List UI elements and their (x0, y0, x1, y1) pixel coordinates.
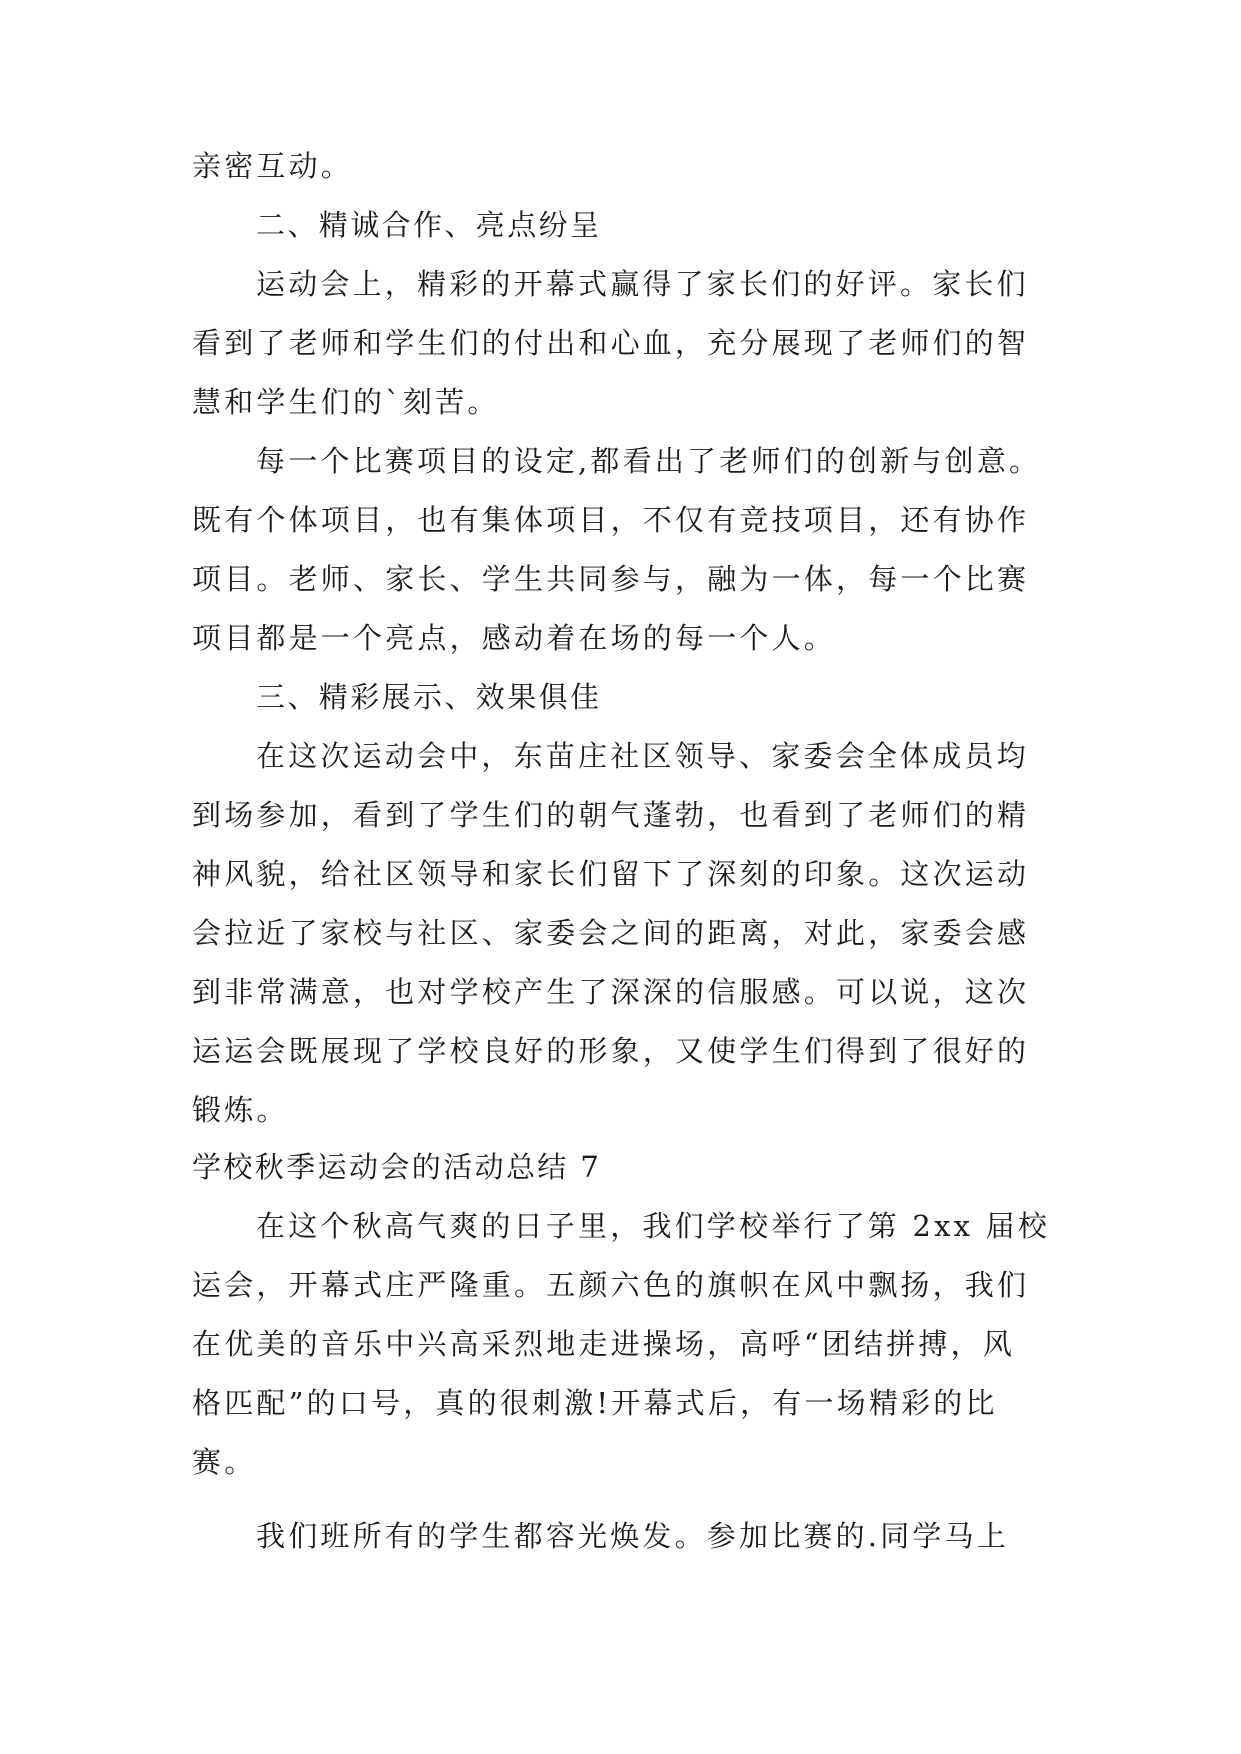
text-line: 项目都是一个亮点，感动着在场的每一个人。 (192, 621, 837, 655)
text-line: 亲密互动。 (192, 149, 354, 183)
text-line: 看到了老师和学生们的付出和心血，充分展现了老师们的智 (192, 326, 1030, 360)
text-line: 在这个秋高气爽的日子里，我们学校举行了第 2xx 届校 (256, 1209, 1050, 1243)
text-line: 项目。老师、家长、学生共同参与，融为一体，每一个比赛 (192, 562, 1030, 596)
text-line: 格匹配”的口号，真的很刺激!开幕式后，有一场精彩的比 (192, 1386, 998, 1420)
section-heading: 二、精诚合作、亮点纷呈 (256, 208, 602, 242)
text-line: 慧和学生们的`刻苦。 (192, 385, 500, 419)
text-line: 运运会既展现了学校良好的形象，又使学生们得到了很好的 (192, 1034, 1030, 1068)
text-line: 既有个体项目，也有集体项目，不仅有竞技项目，还有协作 (192, 503, 1030, 537)
text-line: 运会，开幕式庄严隆重。五颜六色的旗帜在风中飘扬，我们 (192, 1268, 1030, 1302)
section-heading: 三、精彩展示、效果俱佳 (256, 680, 602, 714)
text-line: 每一个比赛项目的设定,都看出了老师们的创新与创意。 (256, 444, 1042, 478)
article-title: 学校秋季运动会的活动总结 7 (192, 1150, 602, 1184)
text-line: 到场参加，看到了学生们的朝气蓬勃，也看到了老师们的精 (192, 798, 1030, 832)
text-line: 运动会上，精彩的开幕式赢得了家长们的好评。家长们 (256, 267, 1029, 301)
text-line: 在这次运动会中，东苗庄社区领导、家委会全体成员均 (256, 739, 1029, 773)
text-line: 锻炼。 (192, 1093, 289, 1127)
text-line: 神风貌，给社区领导和家长们留下了深刻的印象。这次运动 (192, 857, 1030, 891)
text-line: 在优美的音乐中兴高采烈地走进操场，高呼“团结拼搏，风 (192, 1327, 1016, 1361)
text-line: 会拉近了家校与社区、家委会之间的距离，对此，家委会感 (192, 916, 1030, 950)
text-line: 我们班所有的学生都容光焕发。参加比赛的.同学马上 (256, 1519, 1010, 1553)
text-line: 到非常满意，也对学校产生了深深的信服感。可以说，这次 (192, 975, 1030, 1009)
text-line: 赛。 (192, 1445, 257, 1479)
